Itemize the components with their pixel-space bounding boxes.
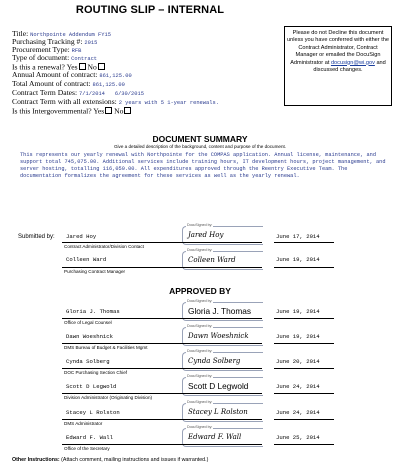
signature-line: [62, 368, 262, 369]
field-doctype: Type of document: Contract: [12, 53, 98, 62]
summary-heading: DOCUMENT SUMMARY: [152, 134, 248, 144]
signature-line: [62, 343, 262, 344]
submitter-row: [0, 223, 400, 250]
submitter-row: [0, 248, 400, 275]
signer-name: Cynda Solberg: [66, 358, 110, 365]
submitted-by-label: Submitted by:: [18, 234, 55, 240]
notice-text: Please do not Decline this document unless you have conferred with either the Contract Administrator, Contract Manager or emailed the DocuSign Administrator at: [287, 30, 389, 66]
signer-role: DMS Bureau of Budget & Facilities Mgmt: [64, 345, 148, 350]
field-term-extensions: Contract Term with all extensions: 2 years with 5 1-year renewals.: [12, 97, 219, 106]
field-intergovernmental: Is this Intergovernmental? Yes No: [12, 107, 131, 116]
intergov-yes-checkbox[interactable]: [105, 107, 112, 114]
signer-name: Jared Hoy: [66, 233, 97, 240]
signed-date: June 20, 2014: [276, 358, 320, 365]
signed-date: June 17, 2014: [276, 233, 320, 240]
date-line: [274, 393, 334, 394]
signed-date: June 19, 2014: [276, 256, 320, 263]
signature: Gloria J. Thomas: [188, 306, 252, 316]
intergov-no-checkbox[interactable]: [124, 107, 131, 114]
docusigned-tag: DocuSigned by:: [187, 299, 213, 303]
signature-line: [62, 267, 262, 268]
docusign-email-link[interactable]: docusign@wi.gov: [330, 59, 375, 66]
signer-role: Office of Legal Counsel: [64, 320, 112, 325]
approver-row: [0, 324, 400, 351]
total-amount-value: 861,125.00: [92, 82, 125, 88]
signature: Colleen Ward: [188, 256, 236, 264]
signed-date: June 24, 2014: [276, 383, 320, 390]
date-line: [274, 368, 334, 369]
field-title: Title: Northpointe Addendum FY15: [12, 29, 111, 38]
docusigned-tag: DocuSigned by:: [187, 374, 213, 378]
annual-amount-value: 861,125.00: [99, 73, 132, 79]
signer-name: Scott D Legwold: [66, 383, 117, 390]
signed-date: June 24, 2014: [276, 409, 320, 416]
signer-name: Edward F. Wall: [66, 434, 113, 441]
docusigned-tag: DocuSigned by:: [187, 223, 213, 227]
approved-by-heading: APPROVED BY: [169, 286, 231, 296]
other-instructions: [12, 457, 208, 463]
decline-notice-box: [284, 26, 392, 106]
date-line: [274, 343, 334, 344]
field-tracking: Purchasing Tracking #: 2015: [12, 37, 98, 46]
docusigned-tag: DocuSigned by:: [187, 425, 213, 429]
docusigned-tag: DocuSigned by:: [187, 248, 213, 252]
signed-date: June 19, 2014: [276, 308, 320, 315]
signer-name: Gloria J. Thomas: [66, 308, 120, 315]
signer-role: Division Administrator (Originating Division): [64, 395, 153, 400]
approver-row: [0, 374, 400, 401]
signature: Scott D Legwold: [188, 381, 249, 391]
signature-line: [62, 419, 262, 420]
signer-name: Dawn Woeshnick: [66, 333, 113, 340]
signer-name: Stacey L Rolston: [66, 409, 120, 416]
field-procurement: Procurement Type: RFB: [12, 45, 82, 54]
docusigned-tag: DocuSigned by:: [187, 324, 213, 328]
date-line: [274, 242, 334, 243]
term-end-value: 6/30/2015: [114, 91, 144, 97]
signature-line: [62, 393, 262, 394]
signature: Stacey L Rolston: [188, 408, 248, 416]
signed-date: June 19, 2014: [276, 333, 320, 340]
field-total-amount: Total Amount of contract: 861,125.00: [12, 79, 125, 88]
field-annual-amount: Annual Amount of contract: 861,125.00: [12, 70, 132, 79]
procurement-value: RFB: [71, 48, 82, 54]
date-line: [274, 318, 334, 319]
signer-role: DOC Purchasing Section Chief: [64, 370, 128, 375]
approver-row: [0, 400, 400, 427]
approver-row: [0, 299, 400, 326]
signature: Cynda Solberg: [188, 357, 241, 365]
date-line: [274, 267, 334, 268]
other-instructions-label: Other Instructions:: [12, 457, 60, 463]
signer-role: Office of the Secretary: [64, 446, 110, 451]
renewal-yes-checkbox[interactable]: [79, 63, 86, 70]
docusigned-tag: DocuSigned by:: [187, 400, 213, 404]
page-title: ROUTING SLIP – INTERNAL: [75, 4, 225, 16]
signature: Edward F. Wall: [188, 433, 242, 441]
date-line: [274, 444, 334, 445]
docusigned-tag: DocuSigned by:: [187, 349, 213, 353]
signer-role: Contract Administrator/Division Contact: [64, 244, 144, 249]
renewal-no-checkbox[interactable]: [98, 63, 105, 70]
approver-row: [0, 425, 400, 452]
signature-line: [62, 318, 262, 319]
summary-instruction: Give a detailed description of the background, content and purpose of the document.: [113, 144, 287, 149]
signature-line: [62, 242, 262, 243]
term-start-value: 7/1/2014: [79, 91, 105, 97]
signer-name: Colleen Ward: [66, 256, 107, 263]
signature: Jared Hoy: [188, 231, 224, 239]
signature-line: [62, 444, 262, 445]
summary-text: This represents our yearly renewal with Northpointe for the COMPAS application. Annual license, maintenance, and support total 745,075.00. Additional services include training hours, IT development hours, project management, and server hosting, totalling 116,050.00. All expenditures approved through the Reentry Executive Team. The documentation formalizes the agreement for these services as well as the yearly renewal.: [20, 152, 386, 179]
title-value: Northpointe Addendum FY15: [30, 32, 111, 38]
signer-role: DMS Administrator: [64, 421, 103, 426]
signed-date: June 25, 2014: [276, 434, 320, 441]
signature: Dawn Woeshnick: [188, 332, 249, 340]
field-renewal: Is this a renewal? Yes No: [12, 63, 105, 72]
date-line: [274, 419, 334, 420]
field-term-dates: Contract Term Dates: 7/1/2014 6/30/2015: [12, 88, 144, 97]
tracking-value: 2015: [84, 40, 98, 46]
doctype-value: Contract: [71, 56, 98, 62]
approver-row: [0, 349, 400, 376]
term-extensions-value: 2 years with 5 1-year renewals.: [118, 100, 219, 106]
other-instructions-text: (Attach comment, mailing instructions and issues if warranted.): [61, 457, 209, 463]
notice-text-after: and discussed changes.: [313, 59, 386, 74]
signer-role: Purchasing Contract Manager: [64, 269, 126, 274]
